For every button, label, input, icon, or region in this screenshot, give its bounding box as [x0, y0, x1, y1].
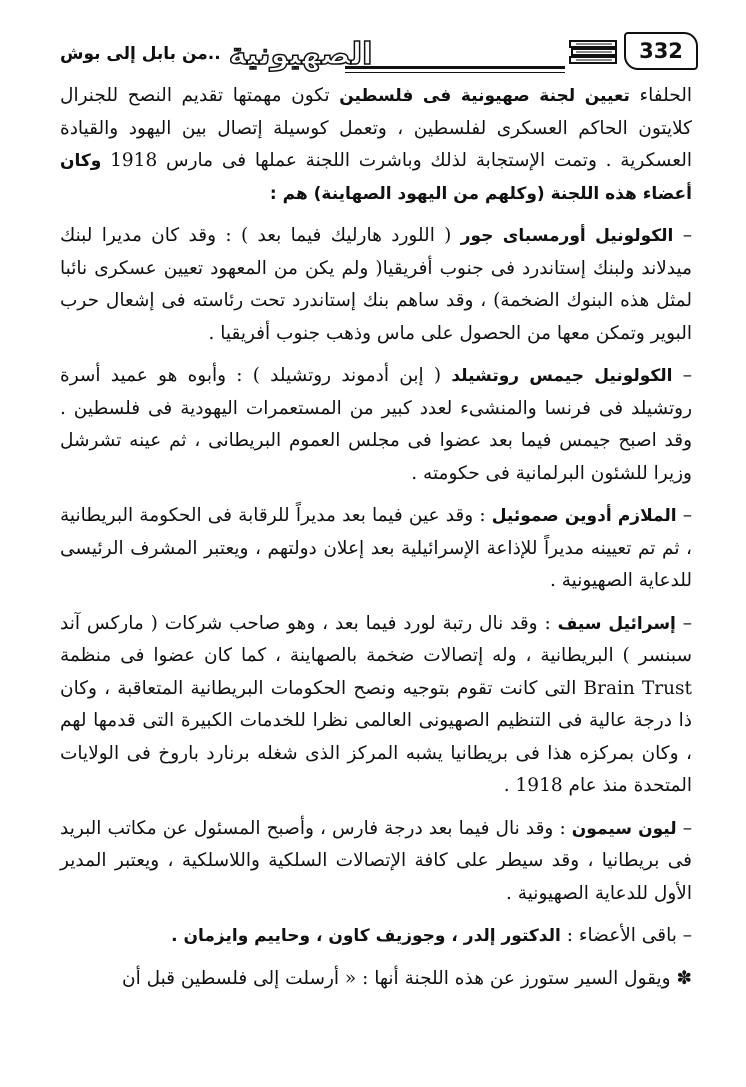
bold-text: تعيين لجنة صهيونية فى فلسطين [339, 86, 630, 106]
body-text: Brain Trust [583, 677, 692, 699]
body-text: ( إبن أدموند روتشيلد ) : وأبوه هو عميد أسرة روتشيلد فى فرنسا والمنشىء لعدد كبير من المستعمرات اليهودية فى فلسطين . وقد اصبح جيمس فيما بعد عضوا فى مجلس العموم البريطانى ، ثم عينه تشرشل وزيرا للشئون البرلمانية فى حكومته . [60, 365, 692, 484]
body-text: – [675, 612, 692, 634]
paragraph [60, 813, 692, 911]
paragraph [60, 920, 692, 953]
header-rule [345, 66, 565, 69]
bold-text: إسرائيل سيف [557, 613, 676, 634]
paragraph [60, 80, 692, 210]
bold-text: ليون سيمون [571, 818, 677, 839]
page-body [60, 80, 692, 1005]
body-text: التى كانت تقوم بتوجيه ونصح الحكومات البريطانية المتعاقبة ، وكان ذا درجة عالية فى التنظيم الصهيونى العالمى نظرا للخدمات الكبيرة التى قدمها لهم ، وكان بمركزه هذا فى بريطانيا يشبه المركز الذى شغله برنارد باروخ فى الولايات المتحدة منذ عام 1918 . [60, 677, 692, 796]
body-text: – [676, 505, 692, 526]
paragraph [60, 608, 692, 803]
paragraph [60, 360, 692, 490]
body-text: تكون مهمتها تقديم النصح للجنرال كلايتون الحاكم العسكرى لفلسطين ، وتعمل كوسيلة إتصال بين اليهود والقيادة العسكرية . وتمت الإستجابة لذلك وباشرت اللجنة عملها فى مارس 1918 [60, 85, 692, 171]
running-title-main: الصهيونية [228, 36, 373, 72]
body-text: – [673, 225, 692, 246]
page-number-badge [624, 32, 698, 70]
running-title [60, 34, 372, 74]
body-text: : وقد نال رتبة لورد فيما بعد ، وهو صاحب شركات ( ماركس آند سبنسر ) البريطانية ، وله إتصالات ضخمة بالصهاينة ، كما كان عضوا فى منظمة [60, 612, 692, 666]
page-header [40, 30, 683, 80]
header-rule-thin [345, 72, 565, 73]
paragraph [60, 220, 692, 350]
bold-text: وكان أعضاء هذه اللجنة (وكلهم من اليهود الصهاينة) هم : [60, 151, 692, 204]
bold-text: الكولونيل جيمس روتشيلد [451, 366, 673, 386]
body-text: ( اللورد هارليك فيما بعد ) : وقد كان مديرا لبنك ميدلاند ولبنك إستاندرد فى جنوب أفريقيا( ولم يكن من المعهود تعيين عسكرى نائبا لمثل هذه البنوك الضخمة) ، وقد ساهم بنك إستاندرد تحت رئاسته فى إشعال حرب البوير وتمكن معها من الحصول على ماس وذهب جنوب أفريقيا . [60, 225, 692, 344]
body-text: – باقى الأعضاء : [560, 925, 692, 946]
body-text: الحلفاء [629, 85, 692, 106]
book-stack-icon [568, 38, 618, 66]
body-text: : وقد عين فيما بعد مديراً للرقابة فى الحكومة البريطانية ، ثم تم تعيينه مديراً للإذاعة الإسرائيلية بعد إعلان دولتهم ، ويعتبر المشرف الرئيسى للدعاية الصهيونية . [60, 505, 692, 591]
page-number-frame [624, 32, 698, 70]
bold-text: الدكتور إلدر ، وجوزيف كاون ، وحاييم وايزمان . [171, 926, 561, 946]
bold-text: الملازم أدوين صموئيل [491, 506, 677, 526]
body-text: – [676, 817, 692, 839]
page-number: 332 [639, 39, 683, 63]
bold-text: الكولونيل أورمسباى جور [460, 226, 674, 246]
paragraph [60, 500, 692, 598]
running-title-sub: ..من بابل إلى بوش [60, 44, 221, 64]
paragraph [60, 963, 692, 996]
body-text: : وقد نال فيما بعد درجة فارس ، وأصبح المسئول عن مكاتب البريد فى بريطانيا ، وقد سيطر على كافة الإتصالات السلكية واللاسلكية ، ويعتبر المدير الأول للدعاية الصهيونية . [60, 817, 692, 904]
body-text: – [672, 365, 692, 386]
body-text: ✽ ويقول السير ستورز عن هذه اللجنة أنها : « أرسلت إلى فلسطين قبل أن [121, 967, 692, 989]
